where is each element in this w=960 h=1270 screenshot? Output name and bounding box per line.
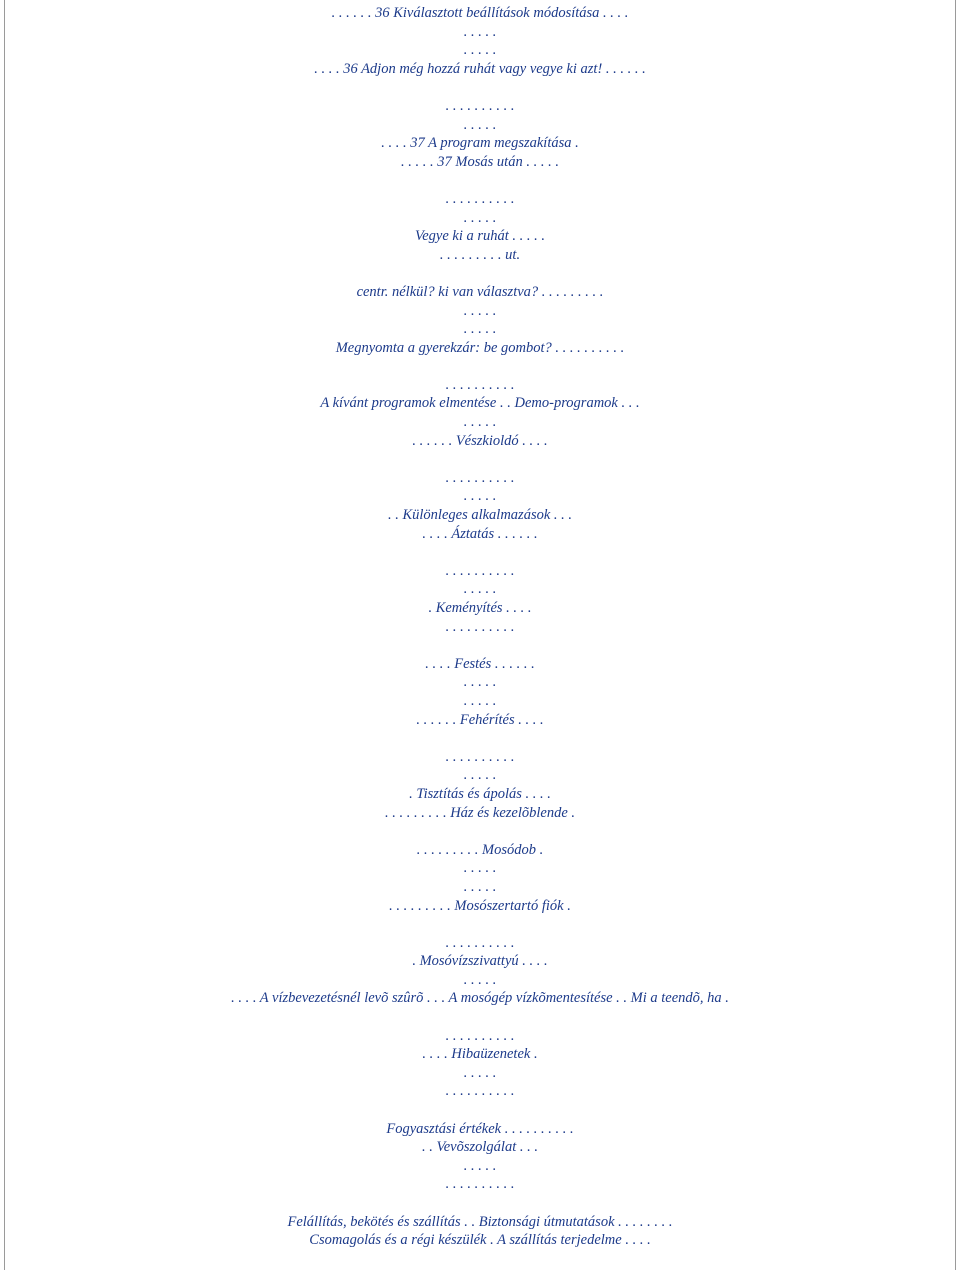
toc-entry[interactable]: . . . . . . . . . Mosószertartó fiók . — [389, 897, 571, 914]
toc-entry[interactable]: . . . . . 37 Mosás után . . . . . — [401, 153, 559, 170]
toc-entry[interactable]: . . . . . — [463, 860, 497, 877]
toc-entry[interactable]: . . . . . . . . . . — [445, 376, 515, 393]
toc-spacer — [0, 822, 960, 841]
toc-entry[interactable]: . . . . . — [463, 42, 497, 59]
toc-entry[interactable]: . . . . . — [463, 209, 497, 226]
toc-spacer — [0, 729, 960, 748]
toc-entry[interactable]: Csomagolás és a régi készülék . A szállítás terjedelme . . . . — [309, 1232, 651, 1249]
toc-spacer — [0, 78, 960, 97]
toc-entry[interactable]: . . . . . . . . . . — [445, 934, 515, 951]
toc-spacer — [0, 357, 960, 376]
toc-entry[interactable]: . . . . . . . . . . — [445, 562, 515, 579]
toc-entry[interactable]: A kívánt programok elmentése . . Demo-programok . . . — [320, 395, 640, 412]
toc-entry[interactable]: . . . . . — [463, 1064, 497, 1081]
toc-entry[interactable]: . . Különleges alkalmazások . . . — [387, 507, 573, 524]
toc-spacer — [0, 264, 960, 283]
toc-entry[interactable]: . . . . Hibaüzenetek . — [422, 1046, 538, 1063]
toc-entry[interactable]: Felállítás, bekötés és szállítás . . Biztonsági útmutatások . . . . . . . . — [287, 1213, 673, 1230]
toc-entry[interactable]: . . . . . . . . . . — [445, 190, 515, 207]
toc-entry[interactable]: . . . . . . . . . Ház és kezelõblende . — [384, 804, 576, 821]
toc-entry[interactable]: . . . . Áztatás . . . . . . — [422, 525, 538, 542]
toc-spacer — [0, 1194, 960, 1213]
toc-entry[interactable]: . . . . . — [463, 302, 497, 319]
toc-entry[interactable]: . . . . . — [463, 878, 497, 895]
toc-spacer — [0, 636, 960, 655]
toc-entry[interactable]: . . . . . . . . . . — [445, 618, 515, 635]
toc-entry[interactable]: centr. nélkül? ki van választva? . . . . . . . . . — [356, 283, 604, 300]
toc-entry[interactable]: . . . . . — [463, 321, 497, 338]
toc-entry[interactable]: . Mosóvízszivattyú . . . . — [412, 953, 548, 970]
toc-entry[interactable]: . . . . . — [463, 488, 497, 505]
toc-entry[interactable]: . Keményítés . . . . — [428, 600, 532, 616]
toc-entry[interactable]: . . . . . . . . . . — [445, 97, 515, 114]
toc-spacer — [0, 1008, 960, 1027]
toc-entry[interactable]: . . . . . — [463, 116, 497, 133]
toc-entry[interactable]: . . . . . — [463, 767, 497, 784]
toc-entry[interactable]: Vegye ki a ruhát . . . . . — [414, 228, 546, 245]
toc-entry[interactable]: . . . . . . . . . . — [445, 469, 515, 486]
toc-entry[interactable]: . . . . Festés . . . . . . — [425, 655, 535, 672]
toc-entry[interactable]: . . . . . — [463, 692, 497, 709]
toc-entry[interactable]: . . . . 37 A program megszakítása . — [381, 135, 579, 152]
toc-entry[interactable]: . . . . . — [463, 23, 497, 40]
toc-entry[interactable]: . . . . . — [463, 971, 497, 988]
toc-entry[interactable]: . . . . . — [463, 414, 497, 431]
toc-entry[interactable]: . Tisztítás és ápolás . . . . — [409, 785, 551, 802]
toc-spacer — [0, 1101, 960, 1120]
toc-entry[interactable]: . . . . . — [463, 674, 497, 691]
toc-entry[interactable]: . . . . . . . . . ut. — [439, 246, 521, 263]
toc-entry[interactable]: . . Vevõszolgálat . . . — [422, 1139, 538, 1156]
toc-entry[interactable]: . . . . . . . . . . — [445, 1027, 515, 1044]
toc-entry[interactable]: Fogyasztási értékek . . . . . . . . . . — [386, 1120, 574, 1137]
toc-entry[interactable]: . . . . . . 36 Kiválasztott beállítások módosítása . . . . — [331, 5, 629, 21]
toc-entry[interactable]: . . . . 36 Adjon még hozzá ruhát vagy vegye ki azt! . . . . . . — [314, 60, 646, 77]
toc-spacer — [0, 543, 960, 562]
toc-entry[interactable]: . . . . . . Vészkioldó . . . . — [412, 432, 548, 449]
toc-entry[interactable]: . . . . . . . . . . — [445, 1083, 515, 1100]
toc-entry[interactable]: . . . . . . . . . Mosódob . — [416, 841, 544, 858]
toc-spacer — [0, 915, 960, 934]
toc-entry[interactable]: Megnyomta a gyerekzár: be gombot? . . . . . . . . . . — [335, 339, 625, 356]
toc-entry[interactable]: . . . . . . Fehérítés . . . . — [416, 711, 544, 728]
toc-entry[interactable]: . . . . . — [463, 581, 497, 598]
toc-entry[interactable]: . . . . A vízbevezetésnél levõ szûrõ . . . A mosógép vízkõmentesítése . . Mi a teendõ, ha . — [231, 990, 729, 1007]
toc-spacer — [0, 171, 960, 190]
table-of-contents — [0, 4, 960, 1250]
toc-entry[interactable]: . . . . . — [463, 1157, 497, 1174]
toc-entry[interactable]: . . . . . . . . . . — [445, 748, 515, 765]
toc-entry[interactable]: . . . . . . . . . . — [445, 1176, 515, 1193]
toc-spacer — [0, 450, 960, 469]
